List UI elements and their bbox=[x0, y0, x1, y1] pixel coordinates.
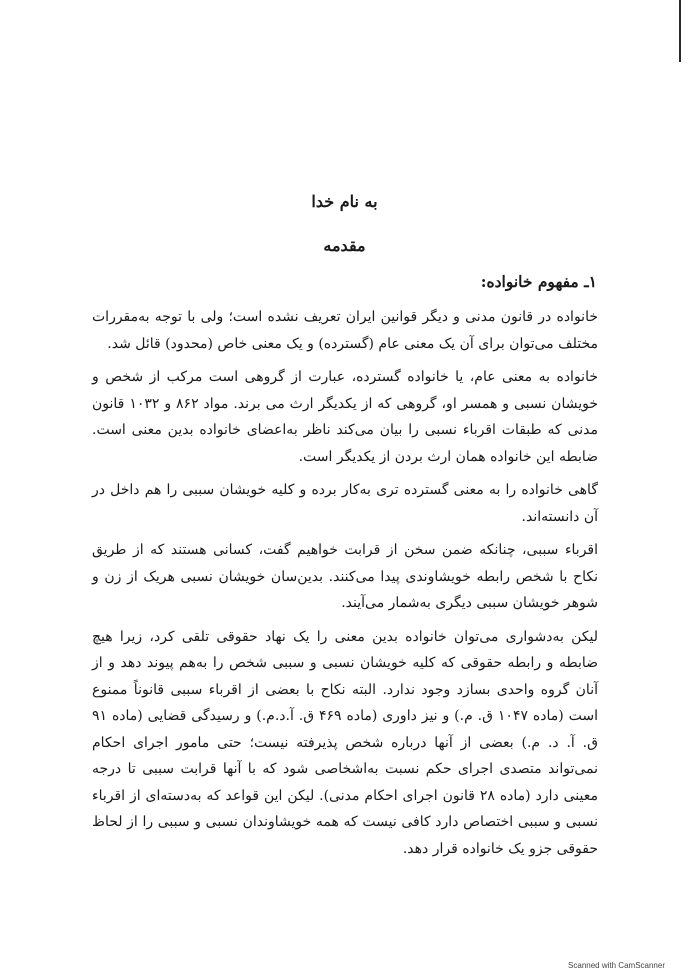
paragraph: لیکن به‌دشواری می‌توان خانواده بدین معنی را یک نهاد حقوقی تلقی کرد، زیرا هیچ ضابطه و رابطه حقوقی که کلیه خویشان نسبی و سببی شخص را به‌هم پیوند دهد و از آنان گروه واحدی بسازد وجود ندارد. البته نکاح با بعضی از اقرباء سببی قانوناً ممنوع است (ماده ۱۰۴۷ ق. م.) و نیز داوری (ماده ۴۶۹ ق. آ.د.م.) و رسیدگی قضایی (ماده ۹۱ ق. آ. د. م.) بعضی از آنها درباره شخص پذیرفته نیست؛ حتی مامور اجرای احکام نمی‌تواند متصدی اجرای حکم نسبت به‌اشخاصی شود که با آنها قرابت سببی تا درجه معینی دارد (ماده ۲۸ قانون اجرای احکام مدنی). لیکن این قواعد که به‌دسته‌ای از اقرباء نسبی و سببی اختصاص دارد کافی نیست که همه خویشاوندان نسبی و سببی را از لحاظ حقوقی جزو یک خانواده قرار دهد. bbox=[92, 628, 598, 857]
paragraph: خانواده به معنی عام، یا خانواده گسترده، عبارت از گروهی است مرکب از شخص و خویشان نسبی و همسر او، گروهی که از یکدیگر ارث می برند. مواد ۸۶۲ و ۱۰۳۲ قانون مدنی که طبقات اقرباء نسبی را بیان می‌کند ناظر به‌اعضای خانواده بدین معنی است. ضابطه این خانواده همان ارث بردن از یکدیگر است. bbox=[92, 369, 598, 465]
scanner-watermark: Scanned with CamScanner bbox=[568, 961, 665, 970]
paragraph: خانواده در قانون مدنی و دیگر قوانین ایران تعریف نشده است؛ ولی با توجه به‌مقررات مختلف می‌توان برای آن یک معنی عام (گسترده) و یک معنی خاص (محدود) قائل شد. bbox=[92, 309, 598, 352]
body-text bbox=[92, 304, 598, 869]
paragraph: اقرباء سببی، چنانکه ضمن سخن از قرابت خواهیم گفت، کسانی هستند که از طریق نکاح با شخص رابطه خویشاوندی پیدا می‌کنند. بدین‌سان خویشان نسبی هریک از زن و شوهر خویشان سببی دیگری به‌شمار می‌آیند. bbox=[92, 542, 598, 611]
paragraph: گاهی خانواده را به معنی گسترده تری به‌کار برده و کلیه خویشان سببی را هم داخل در آن دانسته‌اند. bbox=[92, 482, 598, 525]
scan-edge-line bbox=[679, 0, 681, 62]
basmala-heading: به نام خدا bbox=[311, 192, 378, 211]
section-heading-family-concept: ۱ـ مفهوم خانواده: bbox=[480, 272, 597, 291]
introduction-heading: مقدمه bbox=[323, 236, 366, 255]
